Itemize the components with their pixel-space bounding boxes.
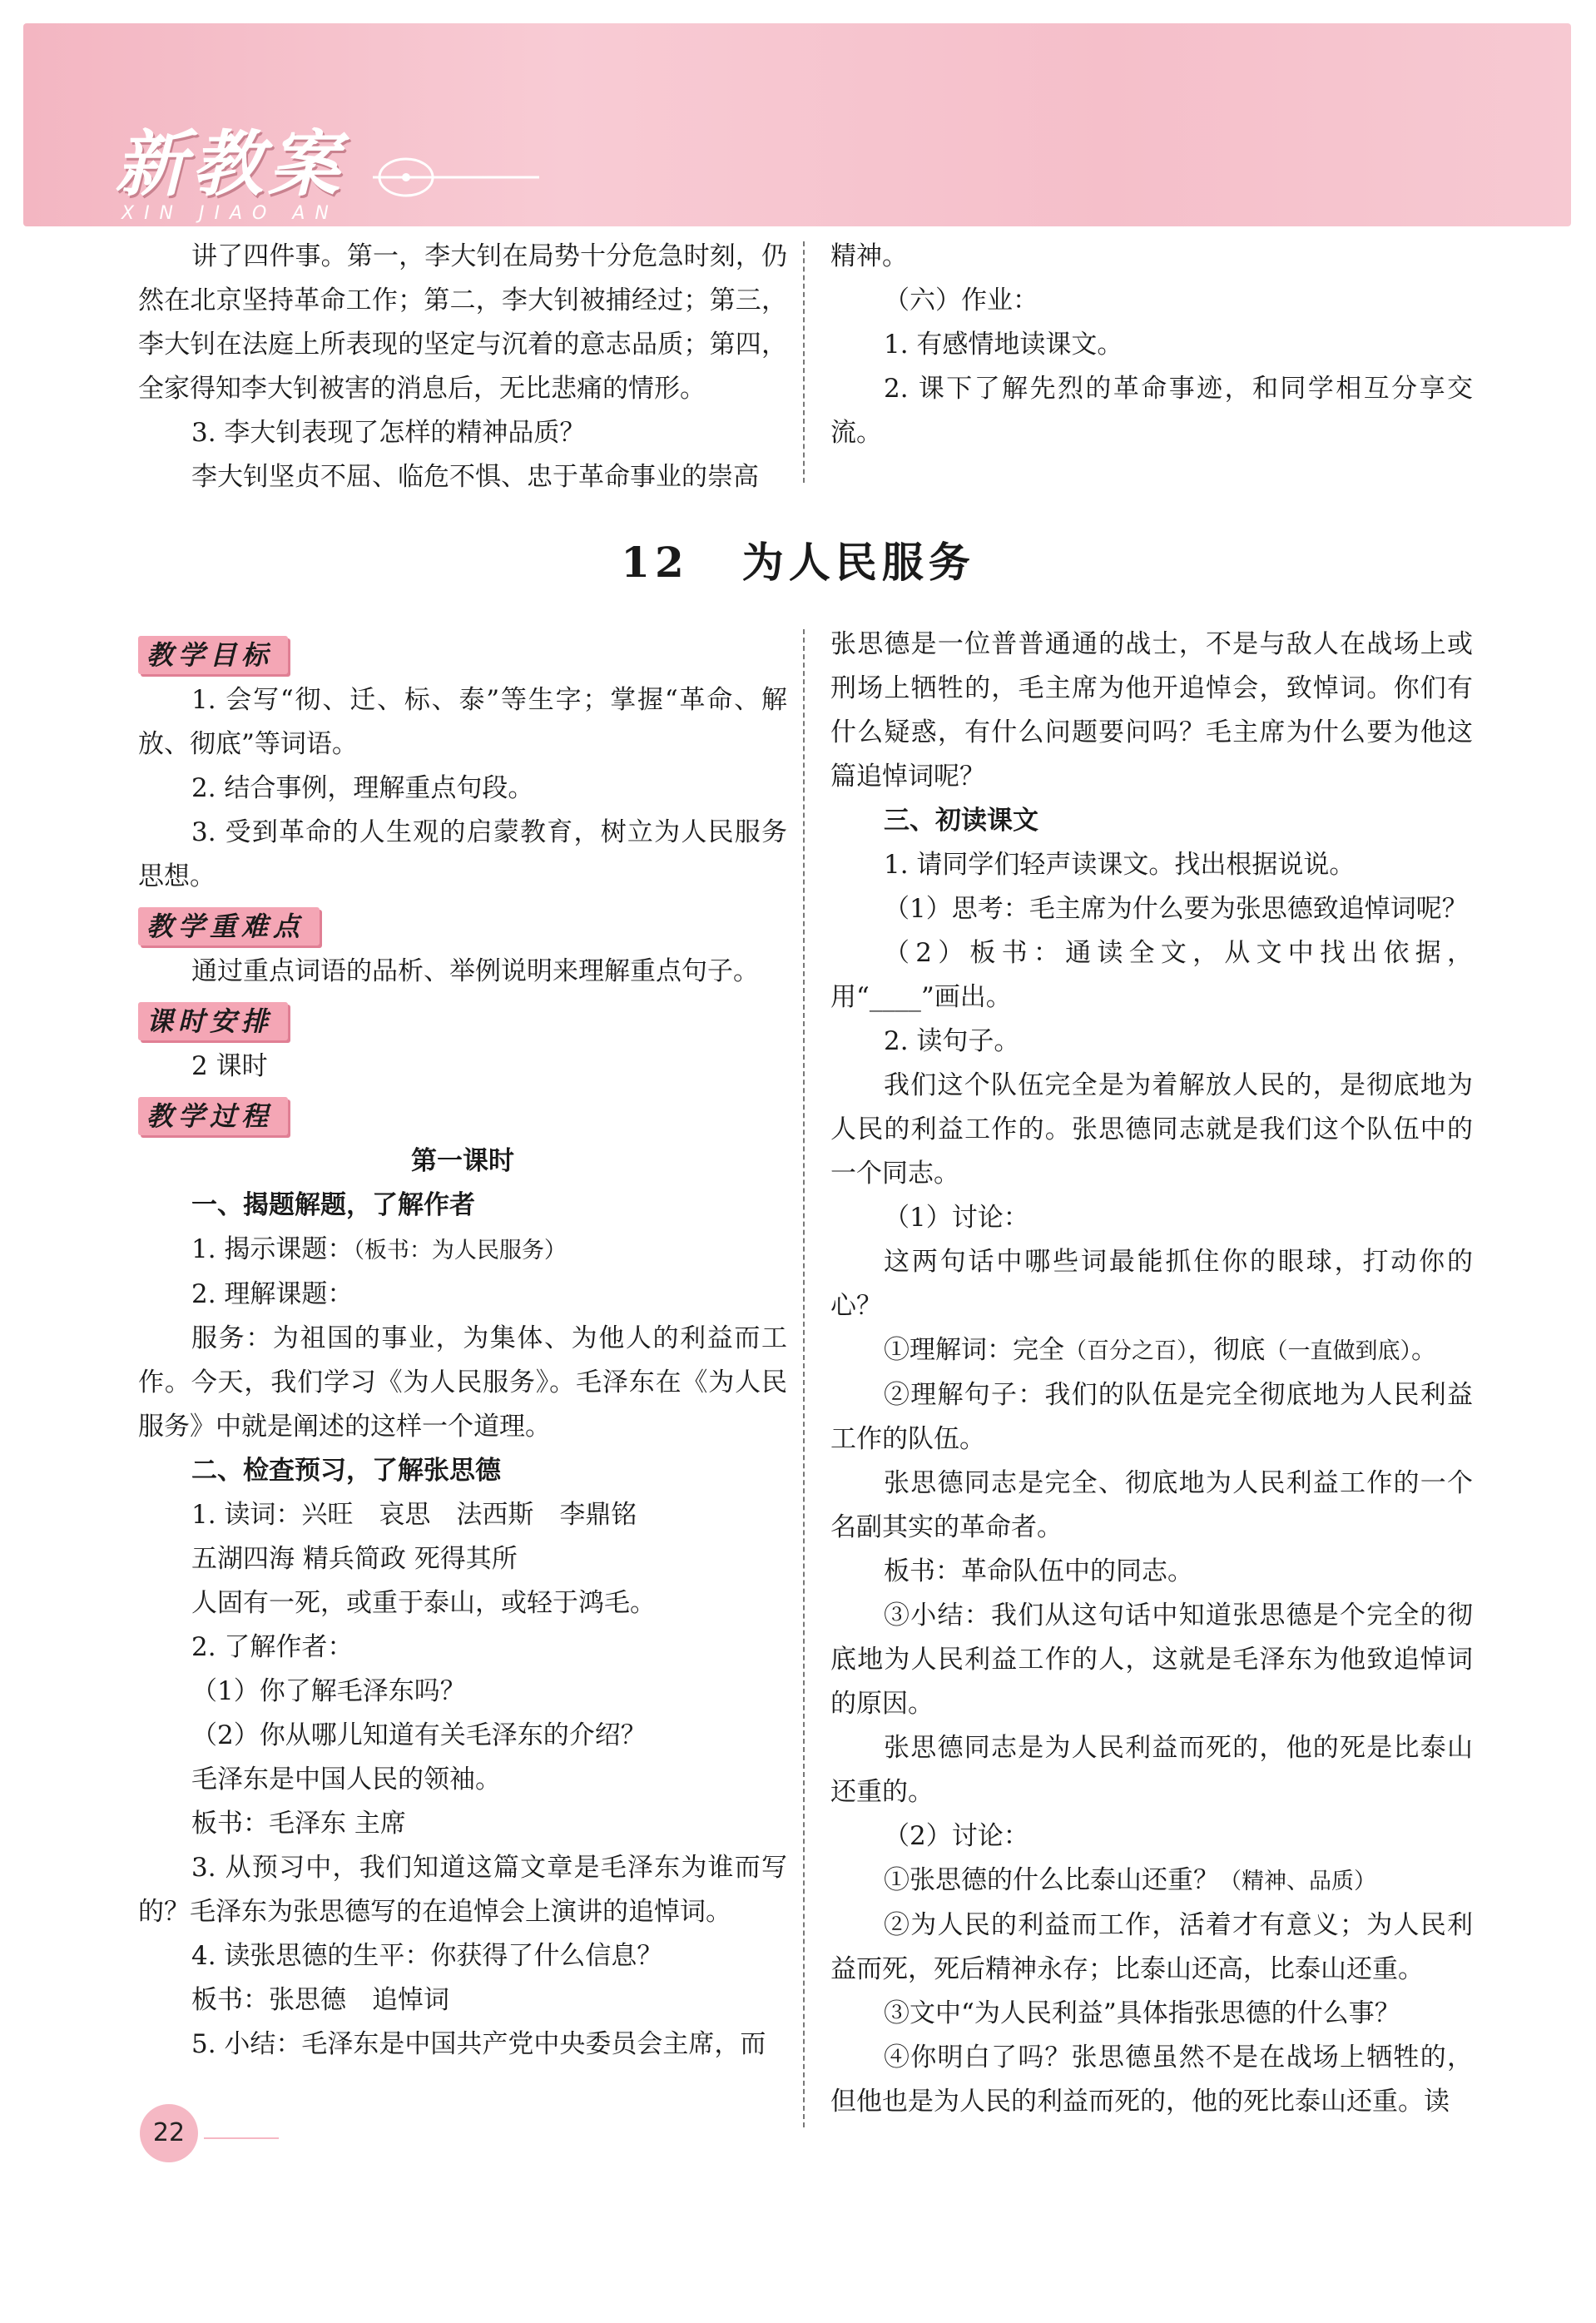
page-number: 22 — [140, 2104, 198, 2162]
paragraph: ③小结：我们从这句话中知道张思德是个完全的彻底地为人民利益工作的人，这就是毛泽东为他致追悼词的原因。 — [830, 1601, 1473, 1719]
paragraph: ④你明白了吗？张思德虽然不是在战场上牺牲的，但他也是为人民的利益而死的，他的死比泰山还重。读 — [830, 2043, 1473, 2117]
paragraph — [830, 1328, 1473, 1373]
homework-item: 1. 有感情地读课文。 — [884, 330, 1123, 360]
paragraph: 李大钊坚贞不屈、临危不惧、忠于革命事业的崇高 — [191, 462, 759, 492]
step-item: （1）思考：毛主席为什么要为张思德致追悼词呢？ — [884, 894, 1468, 924]
paragraph: 张思德同志是为人民利益而死的，他的死是比泰山还重的。 — [830, 1733, 1473, 1807]
step-item: 2. 理解课题： — [191, 1279, 354, 1309]
main-right-column — [830, 623, 1473, 2124]
word-list: 1. 读词：兴旺 哀思 法西斯 李鼎铭 — [191, 1500, 637, 1530]
step-item: 5. 小结：毛泽东是中国共产党中央委员会主席，而 — [191, 2029, 766, 2059]
top-right-column — [830, 235, 1473, 455]
publisher-pinyin: XIN JIAO AN — [121, 203, 339, 224]
paragraph: ②为人民的利益而工作，活着才有意义；为人民利益而死，死后精神永存；比泰山还高，比泰山还重。 — [830, 1910, 1473, 1984]
goal-item: 2. 结合事例，理解重点句段。 — [191, 773, 534, 803]
note: （精神、品质） — [1219, 1869, 1376, 1894]
text: ①张思德的什么比泰山还重？ — [884, 1865, 1219, 1895]
paragraph: 精神。 — [830, 241, 908, 271]
step-item: 1. 请同学们轻声读课文。找出根据说说。 — [884, 850, 1356, 880]
paragraph: 张思德同志是完全、彻底地为人民利益工作的一个名副其实的革命者。 — [830, 1468, 1473, 1542]
text: 。 — [1411, 1335, 1437, 1365]
quoted-text: 我们这个队伍完全是为着解放人民的，是彻底地为人民的利益工作的。张思德同志就是我们这个队伍中的一个同志。 — [830, 1070, 1473, 1189]
word-list: 五湖四海 精兵简政 死得其所 — [191, 1544, 518, 1574]
lesson-title — [0, 529, 1596, 589]
page-number-line — [204, 2137, 279, 2139]
publisher-logo: 新教案 — [115, 122, 344, 206]
board-note: 板书：毛泽东 主席 — [191, 1809, 406, 1839]
homework-item: 2. 课下了解先烈的革命事迹，和同学相互分享交流。 — [830, 374, 1473, 448]
section-tag-goals: 教学目标 — [138, 636, 288, 674]
first-lesson-heading: 第一课时 — [411, 1146, 514, 1176]
swirl-decoration-icon — [373, 148, 539, 206]
paragraph — [830, 1859, 1473, 1904]
paragraph: 张思德是一位普普通通的战士，不是与敌人在战场上或刑场上牺牲的，毛主席为他开追悼会，致悼词。你们有什么疑惑，有什么问题要问吗？毛主席为什么要为他这篇追悼词呢？ — [830, 629, 1473, 792]
board-note: 板书：革命队伍中的同志。 — [884, 1556, 1193, 1586]
lesson-name: 为人民服务 — [741, 538, 975, 587]
paragraph: 服务：为祖国的事业，为集体、为他人的利益而工作。今天，我们学习《为人民服务》。毛泽东在《为人民服务》中就是阐述的这样一个道理。 — [138, 1323, 787, 1442]
column-divider — [803, 629, 805, 2127]
section-tag-process: 教学过程 — [138, 1097, 288, 1135]
goal-item: 3. 受到革命的人生观的启蒙教育，树立为人民服务思想。 — [138, 817, 787, 891]
header-banner — [23, 23, 1571, 226]
note: （一直做到底） — [1265, 1338, 1411, 1364]
step-item — [138, 1228, 787, 1273]
section-heading: 二、检查预习，了解张思德 — [191, 1456, 501, 1486]
paragraph: ③文中“为人民利益”具体指张思德的什么事？ — [884, 1998, 1400, 2028]
section-heading: 一、揭题解题，了解作者 — [191, 1190, 475, 1220]
schedule-text: 2 课时 — [191, 1051, 268, 1081]
section-heading: 三、初读课文 — [884, 806, 1038, 836]
key-points-text: 通过重点词语的品析、举例说明来理解重点句子。 — [191, 956, 759, 986]
paragraph: 这两句话中哪些词最能抓住你的眼球，打动你的心？ — [830, 1247, 1473, 1321]
lesson-number: 12 — [621, 538, 689, 587]
question: （1）你了解毛泽东吗？ — [191, 1676, 466, 1706]
board-note: （板书：为人民服务） — [353, 1238, 567, 1263]
step-item: （1）讨论： — [884, 1203, 1029, 1233]
step-item: 4. 读张思德的生平：你获得了什么信息？ — [191, 1941, 663, 1971]
question: （2）你从哪儿知道有关毛泽东的介绍？ — [191, 1720, 647, 1750]
column-divider — [803, 241, 805, 483]
board-note: 板书：张思德 追悼词 — [191, 1985, 449, 2015]
step-item: 3. 从预习中，我们知道这篇文章是毛泽东为谁而写的？毛泽东为张思德写的在追悼会上演讲的追悼词。 — [138, 1853, 787, 1927]
paragraph: ②理解句子：我们的队伍是完全彻底地为人民利益工作的队伍。 — [830, 1380, 1473, 1454]
text: ，彻底 — [1187, 1335, 1266, 1365]
step-label: 1. 揭示课题： — [191, 1234, 354, 1264]
section-tag-key-points: 教学重难点 — [138, 907, 320, 946]
step-item: （2）板书：通读全文，从文中找出依据，用“____”画出。 — [830, 938, 1473, 1012]
paragraph: 讲了四件事。第一，李大钊在局势十分危急时刻，仍然在北京坚持革命工作；第二，李大钊被捕经过；第三，李大钊在法庭上所表现的坚定与沉着的意志品质；第四，全家得知李大钊被害的消息后，无比悲痛的情形。 — [138, 241, 787, 404]
step-item: 2. 了解作者： — [191, 1632, 354, 1662]
answer: 毛泽东是中国人民的领袖。 — [191, 1765, 501, 1794]
homework-heading: （六）作业： — [884, 285, 1038, 315]
step-item: 2. 读句子。 — [884, 1026, 1020, 1056]
step-item: （2）讨论： — [884, 1821, 1029, 1851]
text: ①理解词：完全 — [884, 1335, 1064, 1365]
main-left-column — [138, 628, 787, 2067]
word-list: 人固有一死，或重于泰山，或轻于鸿毛。 — [191, 1588, 656, 1618]
top-left-column — [138, 235, 787, 499]
note: （百分之百） — [1064, 1338, 1188, 1364]
question-3: 3. 李大钊表现了怎样的精神品质？ — [191, 418, 586, 448]
goal-item: 1. 会写“彻、迁、标、泰”等生字；掌握“革命、解放、彻底”等词语。 — [138, 685, 787, 759]
section-tag-schedule: 课时安排 — [138, 1002, 288, 1040]
